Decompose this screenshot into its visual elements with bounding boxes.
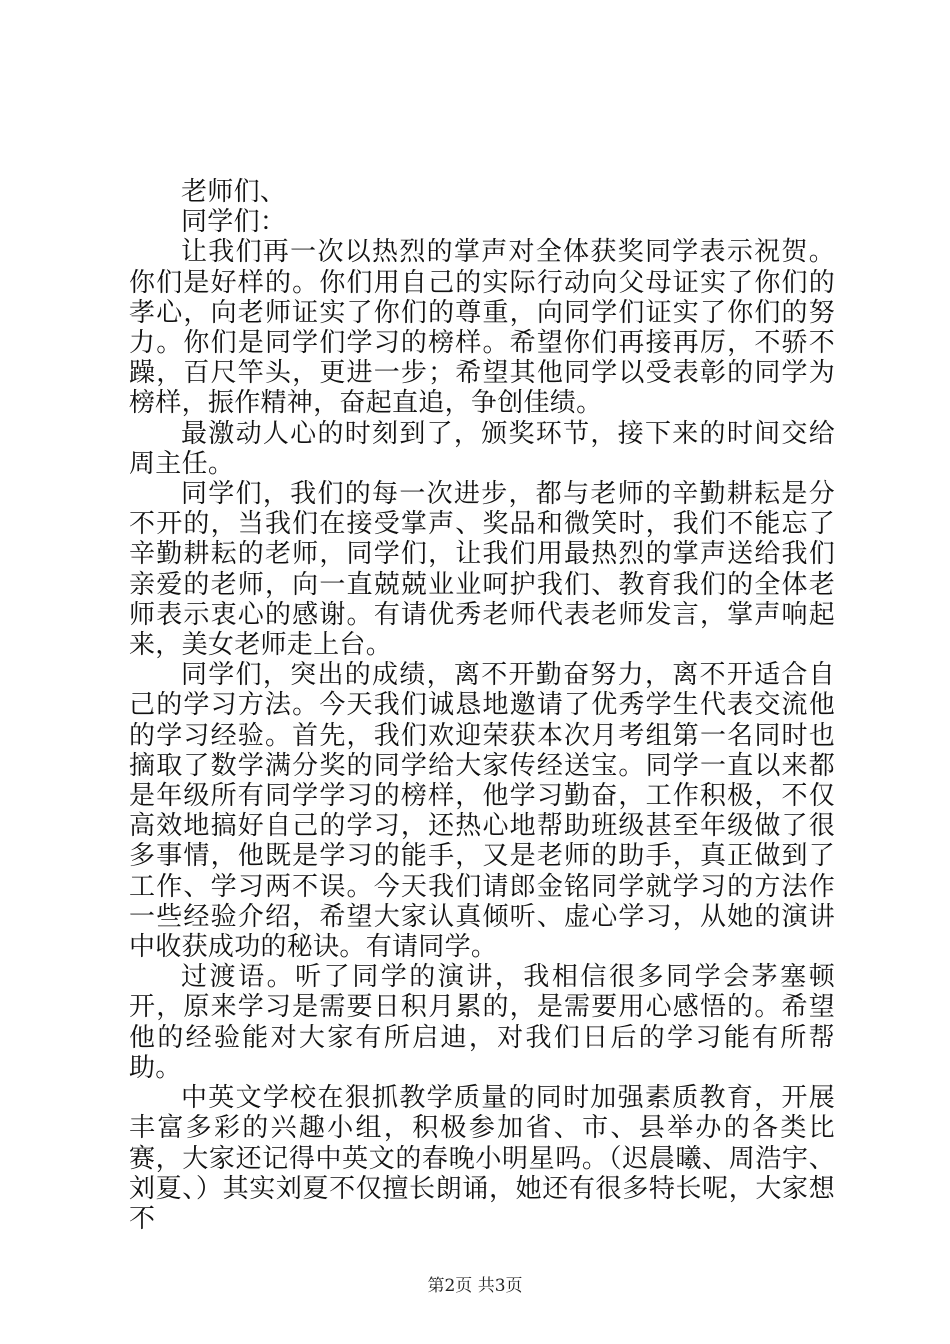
salutation-students: 同学们： <box>181 207 287 238</box>
document-body <box>129 177 835 1234</box>
page-number-footer: 第2页 共3页 <box>427 1276 523 1296</box>
salutation-teachers: 老师们、 <box>181 177 287 207</box>
paragraph-student-representative: 同学们，突出的成绩，离不开勤奋努力，离不开适合自己的学习方法。今天我们诚恳地邀请了优秀学生代表交流他的学习经验。首先，我们欢迎荣获本次月考组第一名同时也摘取了数学满分奖的同学给大家传经送宝。同学一直以来都是年级所有同学学习的榜样，他学习勤奋，工作积极，不仅高效地搞好自己的学习，还热心地帮助班级甚至年级做了很多事情，他既是学习的能手，又是老师的助手，真正做到了工作、学习两不误。今天我们请郎金铭同学就学习的方法作一些经验介绍，希望大家认真倾听、虚心学习，从她的演讲中收获成功的秘诀。有请同学。 <box>129 660 835 963</box>
paragraph-thank-teachers: 同学们，我们的每一次进步，都与老师的辛勤耕耘是分不开的，当我们在接受掌声、奖品和微笑时，我们不能忘了辛勤耕耘的老师，同学们，让我们用最热烈的掌声送给我们亲爱的老师，向一直兢兢业业呵护我们、教育我们的全体老师表示衷心的感谢。有请优秀老师代表老师发言，掌声响起来，美女老师走上台。 <box>129 479 835 661</box>
paragraph-award-ceremony: 最激动人心的时刻到了，颁奖环节，接下来的时间交给周主任。 <box>129 418 835 479</box>
paragraph-transition: 过渡语。听了同学的演讲，我相信很多同学会茅塞顿开，原来学习是需要日积月累的，是需要用心感悟的。希望他的经验能对大家有所启迪，对我们日后的学习能有所帮助。 <box>129 962 835 1083</box>
paragraph-school-activities: 中英文学校在狠抓教学质量的同时加强素质教育，开展丰富多彩的兴趣小组，积极参加省、市、县举办的各类比赛，大家还记得中英文的春晚小明星吗。（迟晨曦、周浩宇、刘夏、）其实刘夏不仅擅长朗诵，她还有很多特长呢，大家想不 <box>129 1083 835 1234</box>
paragraph-congratulations: 让我们再一次以热烈的掌声对全体获奖同学表示祝贺。你们是好样的。你们用自己的实际行动向父母证实了你们的孝心，向老师证实了你们的尊重，向同学们证实了你们的努力。你们是同学们学习的榜样。希望你们再接再厉，不骄不躁，百尺竿头，更进一步；希望其他同学以受表彰的同学为榜样，振作精神，奋起直追，争创佳绩。 <box>129 237 835 419</box>
